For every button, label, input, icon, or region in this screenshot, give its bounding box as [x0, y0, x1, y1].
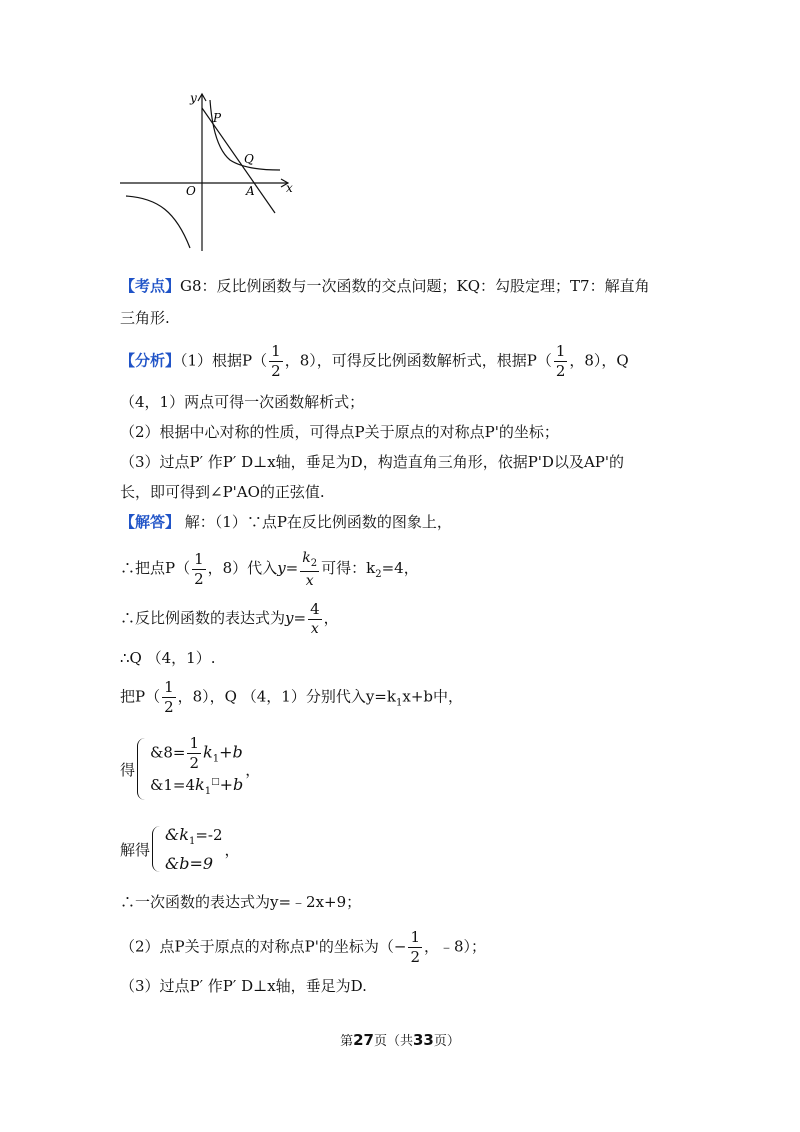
jieda-text-8: ∴一次函数的表达式为y=﹣2x+9；	[120, 893, 362, 911]
fraction-denominator: 2	[555, 362, 566, 380]
fenxi-text-2: （4，1）两点可得一次函数解析式；	[120, 393, 365, 411]
page-number: 27	[353, 1031, 374, 1049]
footer-text-a: 第	[340, 1034, 354, 1049]
fraction-denominator: 2	[164, 698, 174, 716]
system-2-tail: ，	[224, 840, 240, 859]
equation-system-2	[120, 826, 240, 872]
math-var-k: k	[203, 742, 213, 761]
jieda-line-3	[120, 602, 339, 636]
kaodian-line-2	[120, 306, 170, 330]
system-1-lead: 得	[120, 760, 136, 779]
system-1-row-2	[150, 771, 243, 803]
jieda-text-5b: ，8），Q （4，1）分别代入y=k	[177, 687, 396, 706]
fraction-numerator: 1	[410, 928, 420, 946]
fenxi-line-3	[120, 420, 559, 444]
jieda-line-9	[120, 930, 486, 965]
fraction-k2-over-x	[300, 550, 319, 588]
jieda-line-1	[120, 510, 452, 534]
jieda-tag: 【解答】	[120, 513, 181, 531]
jieda-text-2d: =4，	[381, 559, 419, 577]
math-equals: =	[285, 559, 299, 577]
fenxi-line-4	[120, 450, 624, 474]
jieda-text-2a: ∴把点P（	[120, 559, 191, 577]
row-text-tail: +b	[219, 774, 244, 794]
fenxi-text-1b: ，8），可得反比例函数解析式，根据P（	[284, 351, 552, 370]
jieda-line-8	[120, 890, 361, 914]
fraction-one-half	[408, 930, 422, 965]
fenxi-line-1	[120, 344, 629, 379]
system-2-row-2	[165, 853, 223, 875]
placeholder-box: □	[211, 776, 220, 787]
x-axis-label: x	[286, 181, 293, 195]
kaodian-line-1	[120, 274, 650, 298]
function-graph-figure	[118, 88, 303, 256]
fraction-one-half	[192, 549, 206, 588]
fenxi-tag: 【分析】	[120, 351, 181, 370]
fenxi-text-3: （2）根据中心对称的性质，可得点P关于原点的对称点P'的坐标；	[120, 423, 559, 441]
left-brace	[152, 826, 161, 872]
fraction-one-half	[269, 344, 283, 379]
left-brace	[137, 738, 146, 800]
fenxi-text-5: 长，即可得到∠P'AO的正弦值.	[120, 483, 325, 501]
kaodian-text-1: G8：反比例函数与一次函数的交点问题；KQ：勾股定理；T7：解直角	[180, 277, 650, 295]
fraction-denominator: 2	[194, 569, 204, 588]
math-var-y: y	[285, 609, 294, 627]
math-var-x: x	[310, 621, 319, 637]
kaodian-tag: 【考点】	[120, 277, 181, 295]
fraction-numerator: 1	[164, 678, 174, 696]
jieda-text-2b: ，8）代入	[207, 559, 278, 577]
footer-text-c: 页）	[433, 1034, 460, 1049]
subscript-1: 1	[395, 697, 403, 709]
kaodian-text-2: 三角形.	[120, 309, 170, 327]
system-1-tail: ，	[245, 760, 261, 779]
point-p-label: P	[213, 111, 222, 125]
fenxi-text-4: （3）过点P′ 作P′ D⊥x轴，垂足为D，构造直角三角形，依据P'D以及AP'的	[120, 453, 624, 471]
subscript-2: 2	[310, 558, 318, 569]
jieda-line-5	[120, 680, 463, 716]
subscript-1: 1	[188, 835, 196, 847]
equation-system-1	[120, 733, 261, 800]
math-equals: =	[293, 609, 307, 627]
subscript-2: 2	[375, 569, 382, 580]
y-axis-label: y	[190, 91, 197, 105]
jieda-line-4	[120, 646, 215, 670]
math-var-x: x	[305, 573, 314, 589]
jieda-text-10: （3）过点P′ 作P′ D⊥x轴，垂足为D.	[120, 977, 367, 995]
fraction-4-over-x	[308, 602, 322, 636]
fraction-numerator: 1	[271, 342, 281, 360]
hyperbola-branch-q3	[126, 196, 190, 248]
jieda-text-3a: ∴反比例函数的表达式为	[120, 609, 286, 627]
jieda-text-3b: ，	[323, 609, 339, 627]
total-pages: 33	[413, 1031, 434, 1049]
jieda-line-2	[120, 550, 419, 588]
jieda-line-10	[120, 974, 367, 998]
point-a-label: A	[246, 184, 255, 198]
row-text-tail: =-2	[195, 825, 223, 844]
system-2-lead: 解得	[120, 840, 151, 859]
fraction-numerator: 1	[189, 733, 200, 752]
system-2-row-1	[165, 824, 223, 853]
math-var-y: y	[277, 559, 286, 577]
math-var-k: k	[195, 774, 205, 794]
fenxi-line-2	[120, 390, 364, 414]
fraction-one-half	[554, 344, 568, 379]
math-var-k: k	[302, 550, 311, 566]
fraction-numerator: 1	[555, 342, 566, 360]
fraction-one-half	[162, 680, 176, 715]
footer-text-b: 页（共	[373, 1034, 413, 1049]
jieda-text-5a: 把P（	[120, 687, 161, 706]
subscript-1: 1	[204, 785, 212, 797]
subscript-1: 1	[212, 753, 220, 764]
jieda-text-9b: ，﹣8）；	[423, 937, 487, 956]
row-text: &k	[165, 824, 189, 844]
page-footer	[0, 1030, 800, 1049]
fenxi-text-1c: ，8），Q	[569, 351, 629, 370]
row-text-tail: +b	[219, 742, 243, 761]
fraction-denominator: 2	[271, 362, 281, 380]
origin-label: O	[186, 184, 196, 198]
fraction-denominator: 2	[410, 948, 420, 966]
jieda-text-2c: 可得：k	[321, 559, 376, 577]
row-text: &1=4	[150, 775, 196, 794]
jieda-text-1: 解：（1）∵点P在反比例函数的图象上，	[180, 513, 452, 531]
fenxi-line-5	[120, 480, 325, 504]
point-q-label: Q	[244, 152, 254, 166]
fraction-numerator: 1	[194, 549, 204, 568]
fenxi-text-1a: （1）根据P（	[180, 351, 268, 370]
jieda-text-5c: x+b中，	[402, 687, 463, 706]
row-text: &8=	[150, 743, 186, 761]
jieda-text-9a: （2）点P关于原点的对称点P'的坐标为（−	[120, 937, 407, 956]
fraction-denominator: 2	[189, 753, 200, 772]
jieda-text-4: ∴Q （4，1）.	[120, 649, 216, 667]
fraction-one-half	[187, 733, 201, 772]
fraction-numerator: 4	[310, 600, 320, 618]
row-text: &b=9	[165, 853, 214, 873]
system-1-row-1	[150, 733, 243, 772]
